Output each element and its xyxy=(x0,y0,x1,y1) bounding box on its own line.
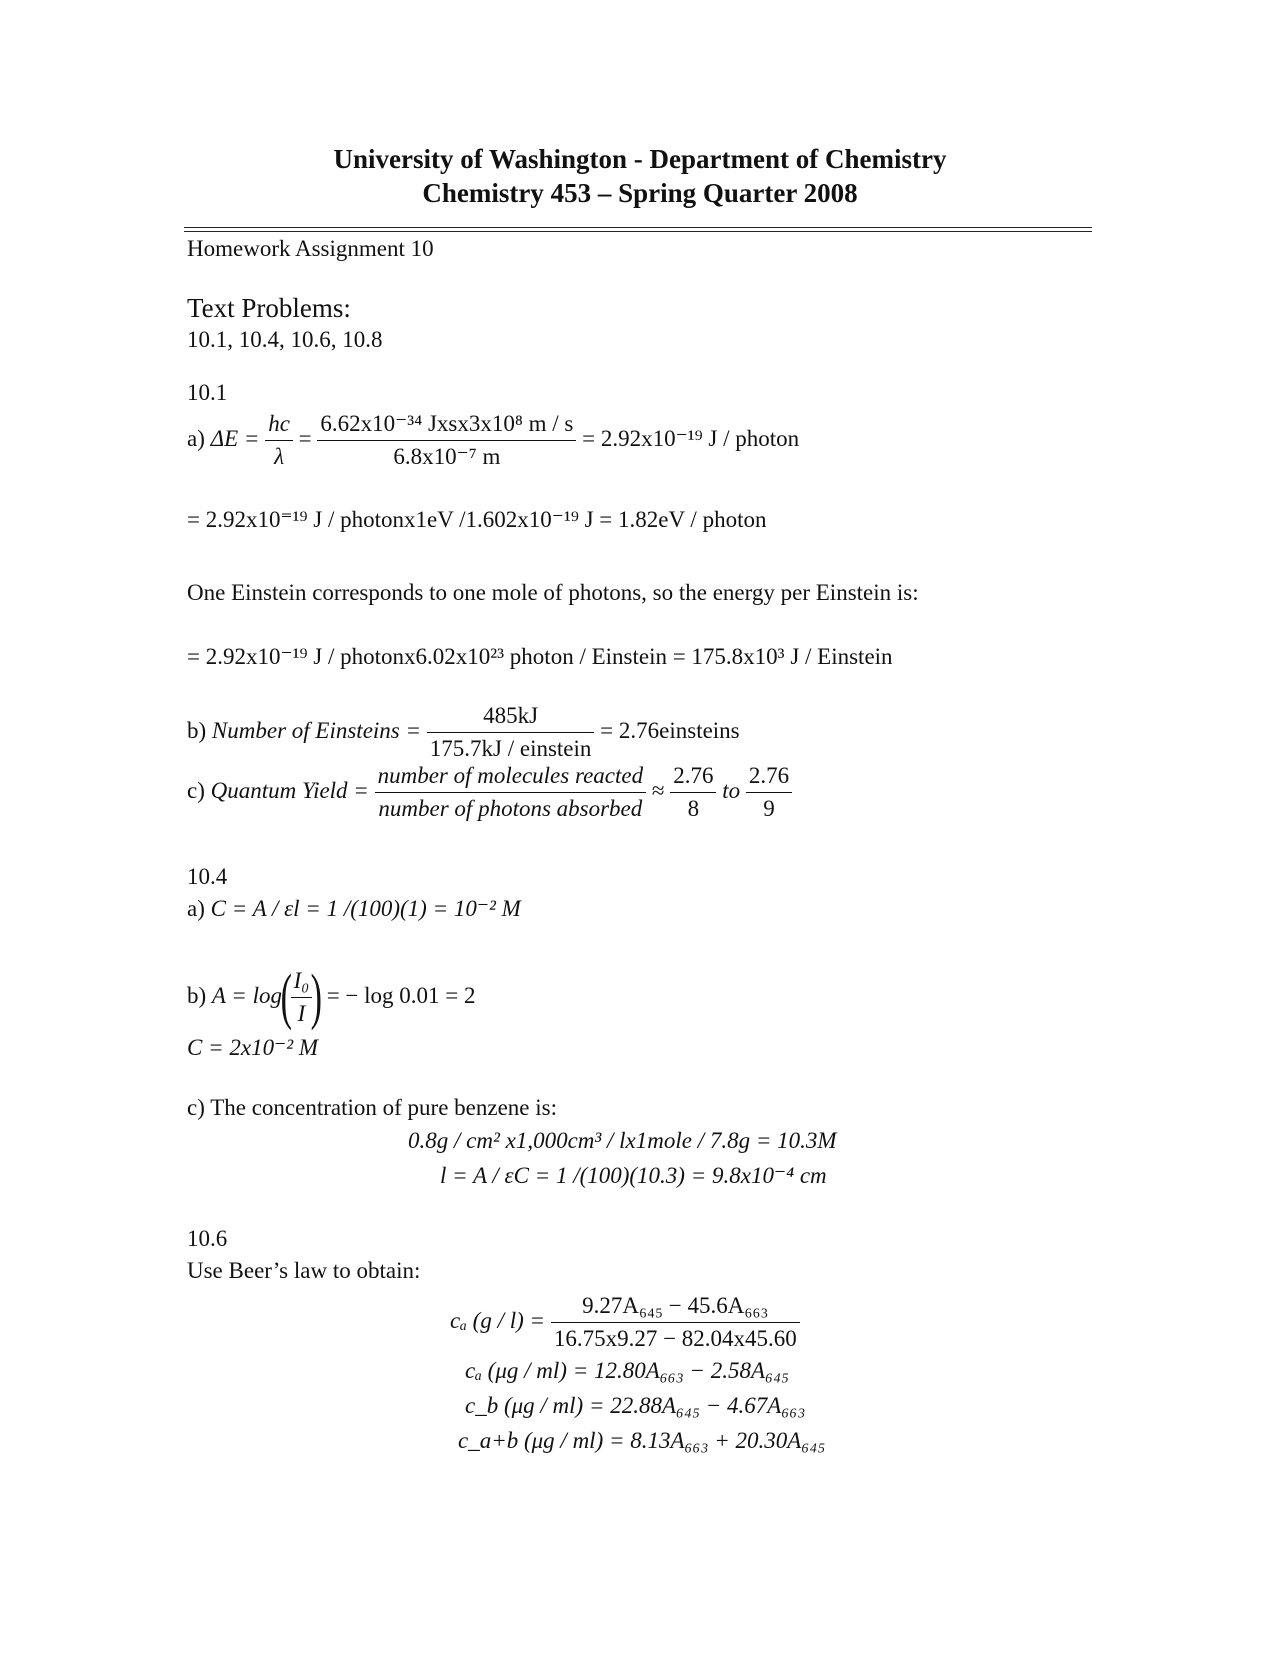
absorbance-lhs: A = log xyxy=(211,982,282,1008)
beers-law-intro: Use Beer’s law to obtain: xyxy=(187,1258,421,1283)
energy-denominator: 6.8x10⁻⁷ m xyxy=(393,444,501,469)
ca-denominator: 16.75x9.27 − 82.04x45.60 xyxy=(553,1326,797,1351)
part-b-prefix: b) xyxy=(187,982,207,1008)
ca-fraction xyxy=(551,1290,800,1355)
left-paren: ( xyxy=(280,963,292,1031)
header-university: University of Washington - Department of Chemistry xyxy=(333,144,947,174)
path-length-eq: l = A / εC = 1 /(100)(10.3) = 9.8x10⁻⁴ cm xyxy=(440,1163,827,1188)
cab-ug-per-ml-equation: c_a+b (μg / ml) = 8.13A₆₆₃ + 20.30A₆₄₅ xyxy=(458,1428,826,1453)
hc-over-lambda xyxy=(265,408,293,473)
part-a-prefix: a) xyxy=(187,425,205,451)
part-c-prefix: c) xyxy=(187,777,205,803)
energy-result: = 2.92x10⁻¹⁹ J / photon xyxy=(582,425,800,451)
header-rule-top xyxy=(184,227,1092,228)
benzene-concentration-eq: 0.8g / cm² x1,000cm³ / lx1mole / 7.8g = 10.3M xyxy=(408,1128,837,1153)
quantum-yield-numerator: number of molecules reacted xyxy=(375,760,647,793)
intensity-numerator: I₀ xyxy=(291,965,313,998)
concentration-result: C = 2x10⁻² M xyxy=(187,1035,319,1060)
number-of-einsteins-label: Number of Einsteins = xyxy=(211,717,422,743)
problem-10-4-b xyxy=(187,962,476,1033)
quantum-yield-label: Quantum Yield = xyxy=(210,777,369,803)
hc: hc xyxy=(265,408,293,441)
intensity-fraction xyxy=(291,965,313,1030)
ca-numerator: 9.27A₆₄₅ − 45.6A₆₆₃ xyxy=(551,1290,800,1323)
header-course: Chemistry 453 – Spring Quarter 2008 xyxy=(422,178,858,208)
right-paren: ) xyxy=(310,963,323,1031)
einstein-text: One Einstein corresponds to one mole of photons, so the energy per Einstein is: xyxy=(187,580,919,605)
problem-10-6-label: 10.6 xyxy=(187,1226,228,1251)
ca-ug-per-ml-equation: cₐ (μg / ml) = 12.80A₆₆₃ − 2.58A₆₄₅ xyxy=(465,1358,790,1383)
lambda: λ xyxy=(274,444,285,469)
text-problems-title: Text Problems: xyxy=(187,293,351,323)
einsteins-numerator: 485kJ xyxy=(427,700,595,733)
part-a-prefix: a) xyxy=(187,896,205,921)
part-b-prefix: b) xyxy=(187,717,207,743)
equals: = xyxy=(298,425,312,451)
problem-10-4-a xyxy=(187,896,521,922)
einsteins-fraction xyxy=(427,700,595,765)
ca-lhs: cₐ (g / l) = xyxy=(450,1307,546,1333)
intensity-denominator: I xyxy=(297,1001,306,1026)
approx-sign: ≈ xyxy=(651,777,665,803)
problem-10-1-label: 10.1 xyxy=(187,380,228,405)
absorbance-rhs: = − log 0.01 = 2 xyxy=(326,982,476,1008)
einsteins-result: = 2.76einsteins xyxy=(600,717,740,743)
quantum-yield-denominator: number of photons absorbed xyxy=(378,796,643,821)
energy-fraction xyxy=(317,408,576,473)
benzene-text: c) The concentration of pure benzene is: xyxy=(187,1095,557,1120)
ratio-1-denominator: 8 xyxy=(687,796,700,821)
ratio-fraction-1 xyxy=(670,760,716,825)
ratio-1-numerator: 2.76 xyxy=(670,760,716,793)
ratio-2-numerator: 2.76 xyxy=(746,760,792,793)
text-problems-list: 10.1, 10.4, 10.6, 10.8 xyxy=(187,327,383,352)
problem-10-1-a xyxy=(187,408,799,473)
cb-ug-per-ml-equation: c_b (μg / ml) = 22.88A₆₄₅ − 4.67A₆₆₃ xyxy=(465,1393,806,1418)
energy-numerator: 6.62x10⁻³⁴ Jxsx3x10⁸ m / s xyxy=(317,408,576,441)
to-word: to xyxy=(722,777,741,803)
ratio-fraction-2 xyxy=(746,760,792,825)
concentration-equation: C = A / εl = 1 /(100)(1) = 10⁻² M xyxy=(210,896,521,921)
einsteins-denominator: 175.7kJ / einstein xyxy=(429,736,592,761)
problem-10-1-c xyxy=(187,760,792,825)
delta-e: ΔE = xyxy=(210,425,260,451)
ev-conversion-line: = 2.92x10⁼¹⁹ J / photonx1eV /1.602x10⁻¹⁹ J = 1.82eV / photon xyxy=(187,507,767,532)
einstein-energy-line: = 2.92x10⁻¹⁹ J / photonx6.02x10²³ photon / Einstein = 175.8x10³ J / Einstein xyxy=(187,644,893,669)
header-rule-bottom xyxy=(184,231,1092,232)
problem-10-1-b xyxy=(187,700,740,765)
ratio-2-denominator: 9 xyxy=(763,796,775,821)
ca-g-per-l-equation xyxy=(450,1290,800,1355)
quantum-yield-fraction xyxy=(375,760,647,825)
assignment-title: Homework Assignment 10 xyxy=(187,236,434,261)
problem-10-4-label: 10.4 xyxy=(187,864,228,889)
